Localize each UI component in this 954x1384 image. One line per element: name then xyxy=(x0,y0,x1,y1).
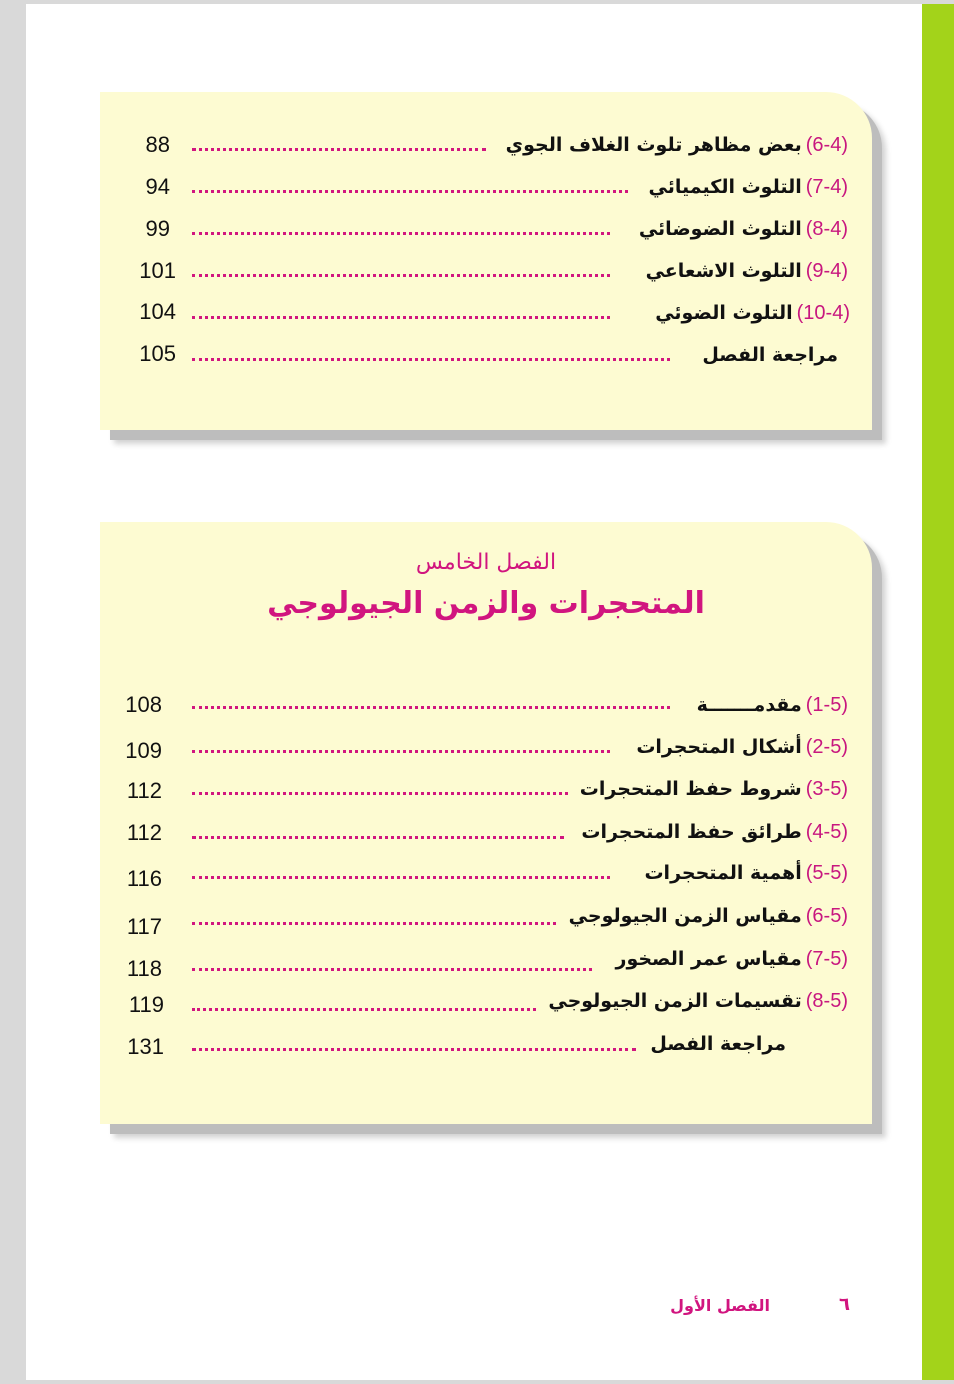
toc-entry-number: (2-5) xyxy=(805,735,848,758)
dot-leader xyxy=(192,148,486,151)
toc-entry-title: شروط حفظ المتحجرات xyxy=(579,778,802,800)
toc-entry[interactable] xyxy=(649,170,848,204)
dot-leader xyxy=(192,1008,536,1011)
dot-leader xyxy=(192,358,670,361)
toc-entry-page: 117 xyxy=(126,914,162,939)
toc-entry-number: (9-4) xyxy=(805,259,848,282)
chapter-title: المتحجرات والزمن الجيولوجي xyxy=(267,586,705,621)
toc-entry-page: 108 xyxy=(125,692,162,717)
toc-entry-page: 109 xyxy=(125,738,162,763)
toc-entry-title: تقسيمات الزمن الجيولوجي xyxy=(548,990,802,1012)
toc-entry-number: (1-5) xyxy=(805,693,848,716)
dot-leader xyxy=(192,876,610,879)
toc-entry-number: (7-4) xyxy=(805,175,848,198)
toc-entry-page: 104 xyxy=(139,299,176,324)
toc-entry-number: (3-5) xyxy=(805,777,848,800)
dot-leader xyxy=(192,190,628,193)
toc-entry-page: 99 xyxy=(145,216,170,241)
toc-entry-page: 112 xyxy=(126,820,162,845)
toc-entry-page: 101 xyxy=(139,258,176,283)
toc-entry[interactable] xyxy=(569,899,848,933)
toc-entry-title: التلوث الضوضائي xyxy=(638,218,802,240)
toc-entry[interactable] xyxy=(655,296,850,330)
dot-leader xyxy=(192,232,610,235)
toc-entry-number: (8-5) xyxy=(805,989,848,1012)
toc-entry[interactable] xyxy=(639,212,848,246)
toc-entry-page: 112 xyxy=(126,778,162,803)
toc-entry-page: 88 xyxy=(145,132,170,157)
page-edge-bar xyxy=(922,4,954,1380)
toc-entry-title: التلوث الاشعاعي xyxy=(645,260,802,282)
toc-entry-number: (7-5) xyxy=(805,947,848,970)
toc-entry-review[interactable] xyxy=(650,1027,786,1061)
toc-entry-number: (4-5) xyxy=(805,820,848,843)
toc-entry[interactable] xyxy=(581,815,848,849)
toc-entry-number: (6-4) xyxy=(805,133,848,156)
toc-entry-title: مقدمـــــــة xyxy=(696,694,802,716)
toc-entry-number: (6-5) xyxy=(805,904,848,927)
dot-leader xyxy=(192,706,670,709)
footer-page-number: ٦ xyxy=(839,1294,850,1315)
toc-entry[interactable] xyxy=(616,942,848,976)
toc-entry-number: (8-4) xyxy=(805,217,848,240)
toc-entry-title: أشكال المتحجرات xyxy=(636,736,802,758)
toc-entry-page: 105 xyxy=(139,341,176,366)
toc-entry[interactable] xyxy=(548,984,848,1018)
toc-entry-review[interactable] xyxy=(702,338,838,372)
footer-chapter-name: الفصل الأول xyxy=(670,1296,770,1315)
toc-entry-title: طرائق حفظ المتحجرات xyxy=(581,821,802,843)
dot-leader xyxy=(192,316,610,319)
toc-entry-title: أهمية المتحجرات xyxy=(644,862,802,884)
dot-leader xyxy=(192,922,556,925)
toc-entry-page: 116 xyxy=(126,866,162,891)
dot-leader xyxy=(192,274,610,277)
dot-leader xyxy=(192,836,564,839)
toc-entry-page: 119 xyxy=(128,992,164,1017)
toc-entry-number: (10-4) xyxy=(796,301,850,324)
toc-entry-title: مراجعة الفصل xyxy=(650,1033,786,1055)
toc-entry-title: مقياس الزمن الجيولوجي xyxy=(568,905,802,927)
toc-entry-title: مقياس عمر الصخور xyxy=(615,948,802,970)
toc-entry-page: 118 xyxy=(126,956,162,981)
dot-leader xyxy=(192,750,610,753)
toc-entry[interactable] xyxy=(636,730,848,764)
dot-leader xyxy=(192,792,568,795)
toc-entry[interactable] xyxy=(646,254,848,288)
toc-entry-number: (5-5) xyxy=(805,861,848,884)
toc-entry[interactable] xyxy=(644,856,848,890)
toc-entry-page: 94 xyxy=(145,174,170,199)
toc-entry-page: 131 xyxy=(127,1034,164,1059)
toc-entry[interactable] xyxy=(580,772,848,806)
dot-leader xyxy=(192,1048,636,1051)
toc-entry[interactable] xyxy=(506,128,848,162)
toc-entry-title: بعض مظاهر تلوث الغلاف الجوي xyxy=(505,134,802,156)
toc-entry[interactable] xyxy=(697,688,848,722)
toc-entry-title: التلوث الضوئي xyxy=(655,302,793,324)
dot-leader xyxy=(192,968,592,971)
toc-entry-title: التلوث الكيميائي xyxy=(648,176,802,198)
chapter-label: الفصل الخامس xyxy=(415,550,557,575)
toc-entry-title: مراجعة الفصل xyxy=(702,344,838,366)
